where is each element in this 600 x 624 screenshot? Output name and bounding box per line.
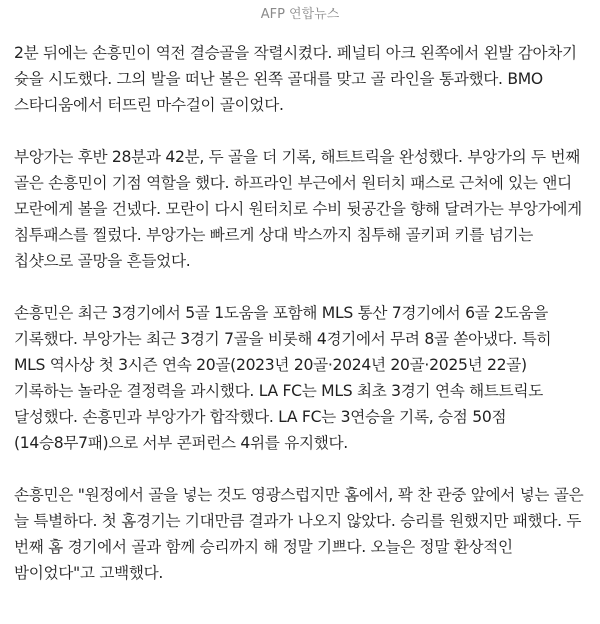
article-paragraph-3: 손흥민은 최근 3경기에서 5골 1도움을 포함해 MLS 통산 7경기에서 6골 2도움을 기록했다. 부앙가는 최근 3경기 7골을 비롯해 4경기에서 무려 8골 쏟아냈다. 특히 MLS 역사상 첫 3시즌 연속 20골(2023년 20골·2024년 20골·2025년 22골) 기록하는 놀라운 결정력을 과시했다. LA FC는 MLS 최초 3경기 연속 해트트릭도 달성했다. 손흥민과 부앙가가 합작했다. LA FC는 3연승을 기록, 승점 50점(14승8무7패)으로 서부 콘퍼런스 4위를 유지했다. [14,304,552,452]
article-paragraph-2: 부앙가는 후반 28분과 42분, 두 골을 더 기록, 해트트릭을 완성했다. 부앙가의 두 번째 골은 손흥민이 기점 역할을 했다. 하프라인 부근에서 원터치 패스로 근처에 있는 앤디 모란에게 볼을 건넸다. 모란이 다시 원터치로 수비 뒷공간을 향해 달려가는 부앙가에게 침투패스를 찔렀다. 부앙가는 빠르게 상대 박스까지 침투해 골키퍼 키를 넘기는 칩샷으로 골망을 흔들었다. [14,148,582,270]
photo-caption: AFP 연합뉴스 [260,7,340,22]
article-page [0,4,600,624]
article-paragraph-4: 손흥민은 "원정에서 골을 넣는 것도 영광스럽지만 홈에서, 꽉 찬 관중 앞에서 넣는 골은 늘 특별하다. 첫 홈경기는 기대만큼 결과가 나오지 않았다. 승리를 원했지만 패했다. 두 번째 홈 경기에서 골과 함께 승리까지 해 정말 기쁘다. 오늘은 정말 환상적인 밤이었다"고 고백했다. [14,486,584,582]
article-body [14,40,586,586]
article-paragraph-1: 2분 뒤에는 손흥민이 역전 결승골을 작렬시켰다. 페널티 아크 왼쪽에서 왼발 감아차기 슛을 시도했다. 그의 발을 떠난 볼은 왼쪽 골대를 맞고 골 라인을 통과했다. BMO 스타디움에서 터뜨린 마수걸이 골이었다. [14,44,577,114]
